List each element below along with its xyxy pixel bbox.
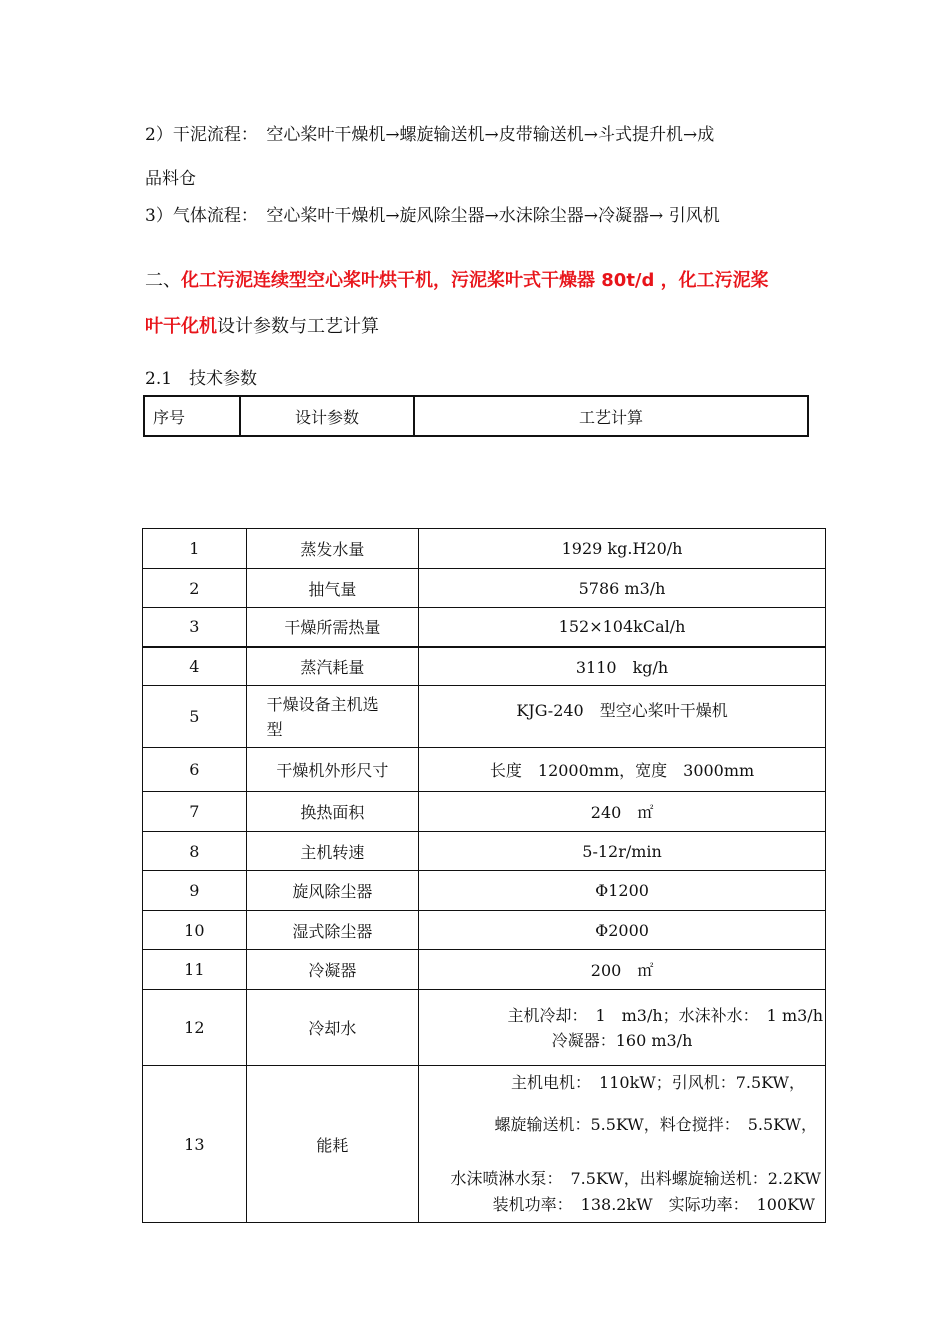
row-value-line1: 主机电机： 110kW；引风机：7.5KW，	[511, 1073, 805, 1092]
table-row	[143, 647, 826, 686]
row-value: 5786 m3/h	[419, 569, 826, 608]
row-number: 7	[143, 792, 247, 832]
row-value: 1929 kg.H20/h	[419, 529, 826, 569]
row-value	[419, 990, 826, 1066]
table-row	[143, 686, 826, 748]
row-value: Φ1200	[419, 871, 826, 911]
row-param: 干燥机外形尺寸	[246, 748, 418, 792]
row-number: 5	[143, 686, 247, 748]
section-suffix: 设计参数与工艺计算	[217, 316, 379, 337]
table-row	[143, 569, 826, 608]
row-value: 200 ㎡	[419, 950, 826, 990]
header-col-param: 设计参数	[240, 396, 414, 436]
section-heading-line1	[145, 266, 769, 292]
row-param: 干燥所需热量	[246, 608, 418, 647]
row-value-line1: 主机冷却： 1 m3/h；水沫补水： 1 m3/h	[507, 1005, 823, 1025]
header-table	[143, 395, 809, 437]
table-row	[143, 608, 826, 647]
row-value-line4: 装机功率： 138.2kW 实际功率： 100KW	[492, 1195, 815, 1214]
dry-mud-flow-line1: 2）干泥流程： 空心桨叶干燥机→螺旋输送机→皮带输送机→斗式提升机→成	[145, 125, 715, 145]
row-number: 8	[143, 832, 247, 871]
row-value: 3110 kg/h	[419, 647, 826, 686]
row-number: 2	[143, 569, 247, 608]
row-number: 3	[143, 608, 247, 647]
row-value	[419, 1066, 826, 1223]
row-value-line2: 冷凝器：160 m3/h	[551, 1030, 693, 1050]
row-value: Φ2000	[419, 911, 826, 950]
row-value: 5-12r/min	[419, 832, 826, 871]
table-row	[143, 911, 826, 950]
row-param: 换热面积	[246, 792, 418, 832]
row-value: KJG-240 型空心桨叶干燥机	[419, 686, 826, 748]
row-value-line2: 螺旋输送机：5.5KW，料仓搅拌： 5.5KW，	[494, 1115, 817, 1134]
row-param: 蒸发水量	[246, 529, 418, 569]
row-number: 6	[143, 748, 247, 792]
row-number: 10	[143, 911, 247, 950]
table-row	[143, 832, 826, 871]
row-number: 4	[143, 647, 247, 686]
row-param: 蒸汽耗量	[246, 647, 418, 686]
section-red-title-1: 化工污泥连续型空心桨叶烘干机，污泥桨叶式干燥器 80t/d ，化工污泥桨	[181, 270, 769, 291]
section-heading-line2	[145, 312, 379, 338]
row-number: 13	[143, 1066, 247, 1223]
gas-flow-line: 3）气体流程： 空心桨叶干燥机→旋风除尘器→水沫除尘器→冷凝器→ 引风机	[145, 206, 720, 226]
row-number: 11	[143, 950, 247, 990]
table-row	[143, 529, 826, 569]
row-param: 抽气量	[246, 569, 418, 608]
table-row	[143, 950, 826, 990]
row-param: 能耗	[246, 1066, 418, 1223]
header-col-no: 序号	[144, 396, 240, 436]
row-param: 湿式除尘器	[246, 911, 418, 950]
table-row	[143, 990, 826, 1066]
row-param: 冷却水	[246, 990, 418, 1066]
header-col-calc: 工艺计算	[414, 396, 808, 436]
row-param	[246, 686, 418, 748]
row-param-line2: 型	[266, 719, 283, 739]
row-number: 12	[143, 990, 247, 1066]
table-row	[143, 871, 826, 911]
table-row	[143, 792, 826, 832]
section-red-title-2: 叶干化机	[145, 316, 217, 337]
row-value: 240 ㎡	[419, 792, 826, 832]
section-prefix: 二、	[145, 270, 181, 291]
row-value: 152×104kCal/h	[419, 608, 826, 647]
row-value: 长度 12000mm，宽度 3000mm	[419, 748, 826, 792]
parameters-table	[142, 528, 826, 1223]
row-param-line1: 干燥设备主机选	[266, 694, 379, 714]
row-value-line3: 水沫喷淋水泵： 7.5KW，出料螺旋输送机：2.2KW	[450, 1169, 821, 1188]
row-param: 主机转速	[246, 832, 418, 871]
row-param: 冷凝器	[246, 950, 418, 990]
table-row	[143, 1066, 826, 1223]
row-param: 旋风除尘器	[246, 871, 418, 911]
table-row	[143, 748, 826, 792]
subsection-title: 2.1 技术参数	[145, 369, 258, 389]
row-number: 1	[143, 529, 247, 569]
dry-mud-flow-line2: 品料仓	[145, 169, 196, 189]
row-number: 9	[143, 871, 247, 911]
header-row	[144, 396, 808, 436]
